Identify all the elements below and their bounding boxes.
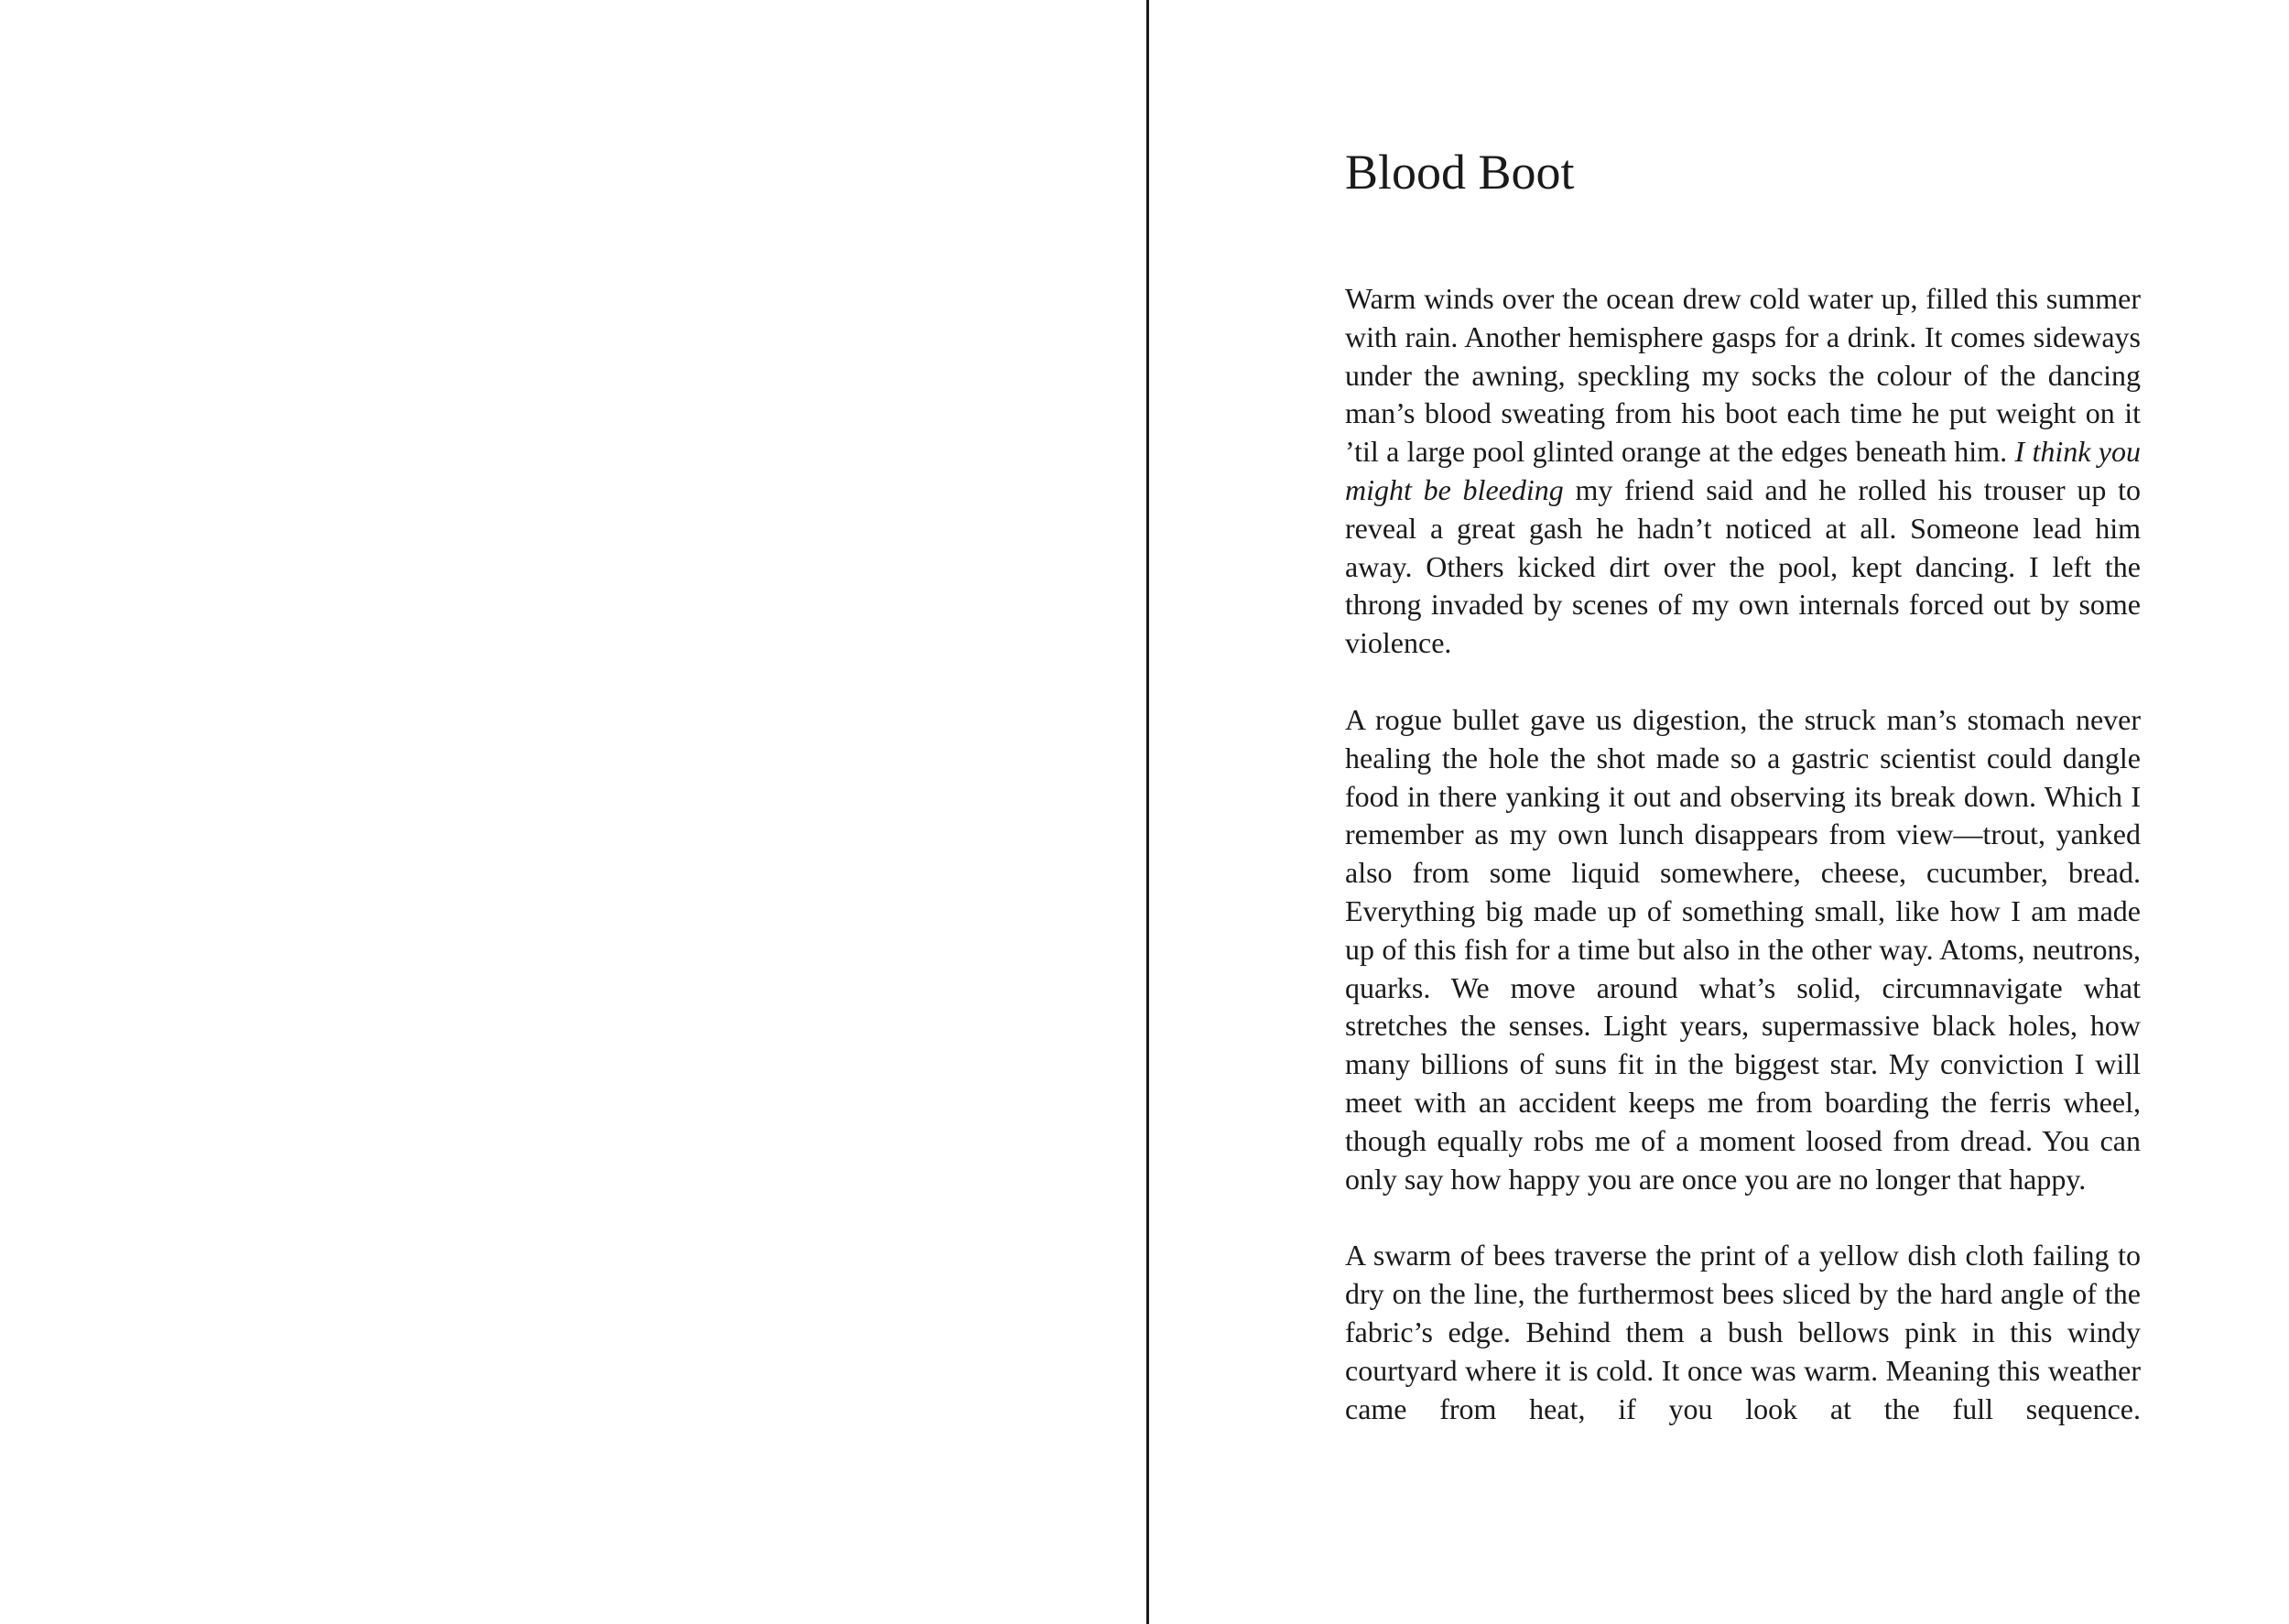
paragraph-2: A rogue bullet gave us digestion, the struck man’s stomach never healing the hole the shot made so a gastric scientist could dangle food in there yanking it out and observing its break down. Which I remember as my own lunch disappears from view—trout, yanked also from some liquid somewhere, cheese, cucumber, bread. Everything big made up of something small, like how I am made up of this fish for a time but also in the other way. Atoms, neutrons, quarks. We move around what’s solid, circumnavigate what stretches the senses. Light years, supermassive black holes, how many billions of suns fit in the biggest star. My conviction I will meet with an accident keeps me from boarding the ferris wheel, though equally robs me of a moment loosed from dread. You can only say how happy you are once you are no longer that happy.: [1345, 702, 2141, 1196]
paragraph-3: A swarm of bees traverse the print of a yellow dish cloth failing to dry on the line, the furthermost bees sliced by the hard angle of the fabric’s edge. Behind them a bush bellows pink in this windy courtyard where it is cold. It once was warm. Meaning this weather came from heat, if you look at the full sequence.: [1345, 1239, 2141, 1425]
paragraph-1-italic-quote: I think you might be bleeding: [1345, 435, 2141, 506]
paragraph-1-text-end: my friend said and he rolled his trouser up to reveal a great gash he hadn’t noticed at all. Someone lead him away. Others kicked dirt over the pool, kept dancing. I left the throng invaded by scenes of my own internals forced out by some violence.: [1345, 472, 2142, 660]
poem-title: Blood Boot: [1345, 145, 1575, 200]
paragraph-1-text-start: Warm winds over the ocean drew cold water up, filled this summer with rain. Another hemisphere gasps for a drink. It comes sideways under the awning, speckling my socks the colour of the dancing man’s blood sweating from his boot each time he put weight on it ’til a large pool glinted orange at the edges beneath him.: [1345, 282, 2141, 469]
poem-body: [1345, 280, 2141, 1428]
paragraph-1: [1345, 280, 2141, 663]
right-page: [1149, 0, 2289, 1624]
